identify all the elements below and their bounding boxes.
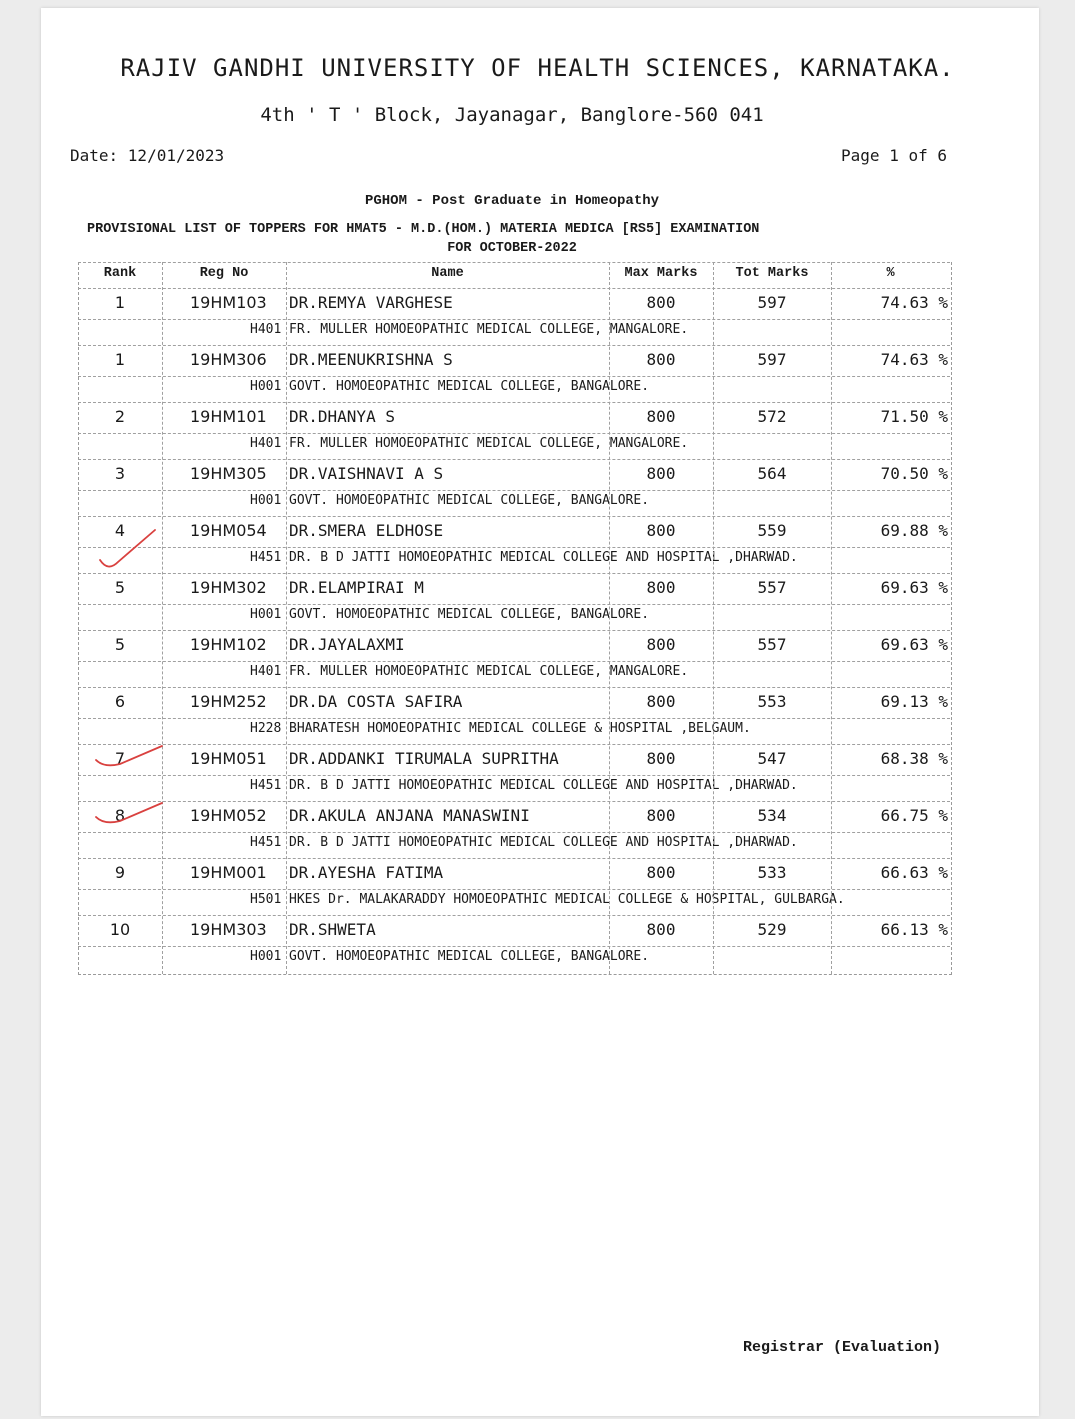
- max-marks-cell: 800: [646, 749, 676, 768]
- column-header-rank: Rank: [103, 266, 137, 281]
- row-divider: [78, 801, 950, 802]
- candidate-name-cell: DR.REMYA VARGHESE: [289, 293, 453, 312]
- row-divider: [78, 573, 950, 574]
- row-divider: [78, 915, 950, 916]
- rank-cell: 10: [109, 920, 131, 939]
- tot-marks-cell: 559: [757, 521, 787, 540]
- row-subdivider: [78, 718, 950, 719]
- college-code-cell: H501: [250, 892, 282, 907]
- percentage-cell: [830, 578, 948, 597]
- row-subdivider: [78, 661, 950, 662]
- row-divider: [78, 516, 950, 517]
- row-subdivider: [78, 376, 950, 377]
- tot-marks-cell: 572: [757, 407, 787, 426]
- candidate-name-cell: DR.SHWETA: [289, 920, 376, 939]
- college-code-cell: H401: [250, 664, 282, 679]
- max-marks-cell: 800: [646, 350, 676, 369]
- college-name-cell: FR. MULLER HOMOEOPATHIC MEDICAL COLLEGE, MANGALORE.: [289, 436, 689, 451]
- rank-cell: 6: [114, 692, 126, 711]
- rank-cell: 1: [114, 350, 126, 369]
- column-divider: [831, 262, 832, 974]
- tot-marks-cell: 597: [757, 350, 787, 369]
- college-code-cell: H001: [250, 607, 282, 622]
- percentage-value: 69.13 %: [880, 692, 948, 711]
- max-marks-cell: 800: [646, 407, 676, 426]
- registrar-signature-label: Registrar (Evaluation): [742, 1339, 941, 1356]
- table-top-border: [78, 262, 950, 263]
- row-subdivider: [78, 775, 950, 776]
- row-divider: [78, 858, 950, 859]
- page-number: Page 1 of 6: [841, 146, 947, 165]
- candidate-name-cell: DR.VAISHNAVI A S: [289, 464, 444, 483]
- candidate-name-cell: DR.ADDANKI TIRUMALA SUPRITHA: [289, 749, 559, 768]
- percentage-cell: [830, 635, 948, 654]
- percentage-value: 74.63 %: [880, 293, 948, 312]
- college-name-cell: HKES Dr. MALAKARADDY HOMOEOPATHIC MEDICAL COLLEGE & HOSPITAL, GULBARGA.: [289, 892, 845, 907]
- college-name-cell: DR. B D JATTI HOMOEOPATHIC MEDICAL COLLEGE AND HOSPITAL ,DHARWAD.: [289, 778, 798, 793]
- max-marks-cell: 800: [646, 806, 676, 825]
- row-divider: [78, 345, 950, 346]
- college-code-cell: H401: [250, 436, 282, 451]
- percentage-cell: [830, 521, 948, 540]
- row-divider: [78, 630, 950, 631]
- reg-no-cell: 19HM302: [190, 578, 267, 597]
- reg-no-cell: 19HM001: [190, 863, 267, 882]
- percentage-cell: [830, 407, 948, 426]
- rank-cell: 9: [114, 863, 126, 882]
- college-name-cell: FR. MULLER HOMOEOPATHIC MEDICAL COLLEGE, MANGALORE.: [289, 664, 689, 679]
- candidate-name-cell: DR.AYESHA FATIMA: [289, 863, 444, 882]
- percentage-cell: [830, 350, 948, 369]
- row-subdivider: [78, 946, 950, 947]
- tot-marks-cell: 547: [757, 749, 787, 768]
- candidate-name-cell: DR.AKULA ANJANA MANASWINI: [289, 806, 530, 825]
- college-code-cell: H228: [250, 721, 282, 736]
- max-marks-cell: 800: [646, 692, 676, 711]
- row-subdivider: [78, 490, 950, 491]
- column-header-reg-no: Reg No: [199, 266, 249, 281]
- rank-cell: 3: [114, 464, 126, 483]
- rank-cell: 5: [114, 635, 126, 654]
- reg-no-cell: 19HM101: [190, 407, 267, 426]
- college-name-cell: DR. B D JATTI HOMOEOPATHIC MEDICAL COLLEGE AND HOSPITAL ,DHARWAD.: [289, 835, 798, 850]
- percentage-value: 69.63 %: [880, 635, 948, 654]
- reg-no-cell: 19HM305: [190, 464, 267, 483]
- column-divider: [609, 262, 610, 974]
- percentage-value: 66.13 %: [880, 920, 948, 939]
- tot-marks-cell: 533: [757, 863, 787, 882]
- program-title: PGHOM - Post Graduate in Homeopathy: [364, 193, 660, 209]
- row-divider: [78, 459, 950, 460]
- column-header-tot-marks: Tot Marks: [735, 266, 809, 281]
- percentage-value: 70.50 %: [880, 464, 948, 483]
- percentage-cell: [830, 806, 948, 825]
- percentage-cell: [830, 293, 948, 312]
- percentage-value: 69.88 %: [880, 521, 948, 540]
- college-code-cell: H401: [250, 322, 282, 337]
- max-marks-cell: 800: [646, 920, 676, 939]
- max-marks-cell: 800: [646, 293, 676, 312]
- percentage-cell: [830, 692, 948, 711]
- college-name-cell: GOVT. HOMOEOPATHIC MEDICAL COLLEGE, BANGALORE.: [289, 949, 650, 964]
- rank-cell: 2: [114, 407, 126, 426]
- row-divider: [78, 744, 950, 745]
- tot-marks-cell: 553: [757, 692, 787, 711]
- percentage-cell: [830, 920, 948, 939]
- candidate-name-cell: DR.JAYALAXMI: [289, 635, 405, 654]
- list-title-line1: PROVISIONAL LIST OF TOPPERS FOR HMAT5 - M.D.(HOM.) MATERIA MEDICA [RS5] EXAMINATION: [87, 222, 760, 237]
- tot-marks-cell: 564: [757, 464, 787, 483]
- percentage-value: 69.63 %: [880, 578, 948, 597]
- candidate-name-cell: DR.SMERA ELDHOSE: [289, 521, 444, 540]
- tot-marks-cell: 557: [757, 578, 787, 597]
- max-marks-cell: 800: [646, 464, 676, 483]
- percentage-value: 71.50 %: [880, 407, 948, 426]
- row-divider: [78, 402, 950, 403]
- rank-cell: 4: [114, 521, 126, 540]
- college-name-cell: GOVT. HOMOEOPATHIC MEDICAL COLLEGE, BANGALORE.: [289, 379, 650, 394]
- row-subdivider: [78, 832, 950, 833]
- max-marks-cell: 800: [646, 635, 676, 654]
- college-code-cell: H001: [250, 379, 282, 394]
- row-divider: [78, 687, 950, 688]
- college-code-cell: H451: [250, 778, 282, 793]
- issue-date: Date: 12/01/2023: [70, 146, 225, 165]
- college-name-cell: FR. MULLER HOMOEOPATHIC MEDICAL COLLEGE, MANGALORE.: [289, 322, 689, 337]
- candidate-name-cell: DR.MEENUKRISHNA S: [289, 350, 453, 369]
- university-address: 4th ' T ' Block, Jayanagar, Banglore-560 041: [260, 104, 764, 126]
- row-subdivider: [78, 889, 950, 890]
- reg-no-cell: 19HM103: [190, 293, 267, 312]
- candidate-name-cell: DR.ELAMPIRAI M: [289, 578, 424, 597]
- reg-no-cell: 19HM051: [190, 749, 267, 768]
- rank-cell: 8: [114, 806, 126, 825]
- max-marks-cell: 800: [646, 578, 676, 597]
- column-divider: [162, 262, 163, 974]
- tot-marks-cell: 557: [757, 635, 787, 654]
- percentage-value: 66.63 %: [880, 863, 948, 882]
- column-divider: [286, 262, 287, 974]
- row-divider: [78, 288, 950, 289]
- row-subdivider: [78, 319, 950, 320]
- rank-cell: 1: [114, 293, 126, 312]
- reg-no-cell: 19HM054: [190, 521, 267, 540]
- tot-marks-cell: 534: [757, 806, 787, 825]
- percentage-cell: [830, 863, 948, 882]
- college-name-cell: GOVT. HOMOEOPATHIC MEDICAL COLLEGE, BANGALORE.: [289, 607, 650, 622]
- reg-no-cell: 19HM102: [190, 635, 267, 654]
- column-divider: [713, 262, 714, 974]
- max-marks-cell: 800: [646, 521, 676, 540]
- tot-marks-cell: 597: [757, 293, 787, 312]
- column-header-max-marks: Max Marks: [624, 266, 698, 281]
- candidate-name-cell: DR.DA COSTA SAFIRA: [289, 692, 463, 711]
- column-header-percent: %: [886, 266, 895, 281]
- row-subdivider: [78, 604, 950, 605]
- reg-no-cell: 19HM252: [190, 692, 267, 711]
- college-code-cell: H451: [250, 835, 282, 850]
- college-code-cell: H001: [250, 493, 282, 508]
- percentage-value: 68.38 %: [880, 749, 948, 768]
- reg-no-cell: 19HM306: [190, 350, 267, 369]
- percentage-value: 66.75 %: [880, 806, 948, 825]
- percentage-cell: [830, 749, 948, 768]
- rank-cell: 7: [114, 749, 126, 768]
- reg-no-cell: 19HM052: [190, 806, 267, 825]
- max-marks-cell: 800: [646, 863, 676, 882]
- percentage-cell: [830, 464, 948, 483]
- college-name-cell: BHARATESH HOMOEOPATHIC MEDICAL COLLEGE & HOSPITAL ,BELGAUM.: [289, 721, 751, 736]
- tot-marks-cell: 529: [757, 920, 787, 939]
- college-code-cell: H001: [250, 949, 282, 964]
- university-title: RAJIV GANDHI UNIVERSITY OF HEALTH SCIENCES, KARNATAKA.: [120, 54, 955, 82]
- column-header-name: Name: [431, 266, 464, 281]
- college-code-cell: H451: [250, 550, 282, 565]
- candidate-name-cell: DR.DHANYA S: [289, 407, 395, 426]
- percentage-value: 74.63 %: [880, 350, 948, 369]
- rank-cell: 5: [114, 578, 126, 597]
- college-name-cell: DR. B D JATTI HOMOEOPATHIC MEDICAL COLLEGE AND HOSPITAL ,DHARWAD.: [289, 550, 798, 565]
- list-title-line2: FOR OCTOBER-2022: [447, 241, 577, 256]
- row-subdivider: [78, 433, 950, 434]
- reg-no-cell: 19HM303: [190, 920, 267, 939]
- row-subdivider: [78, 547, 950, 548]
- college-name-cell: GOVT. HOMOEOPATHIC MEDICAL COLLEGE, BANGALORE.: [289, 493, 650, 508]
